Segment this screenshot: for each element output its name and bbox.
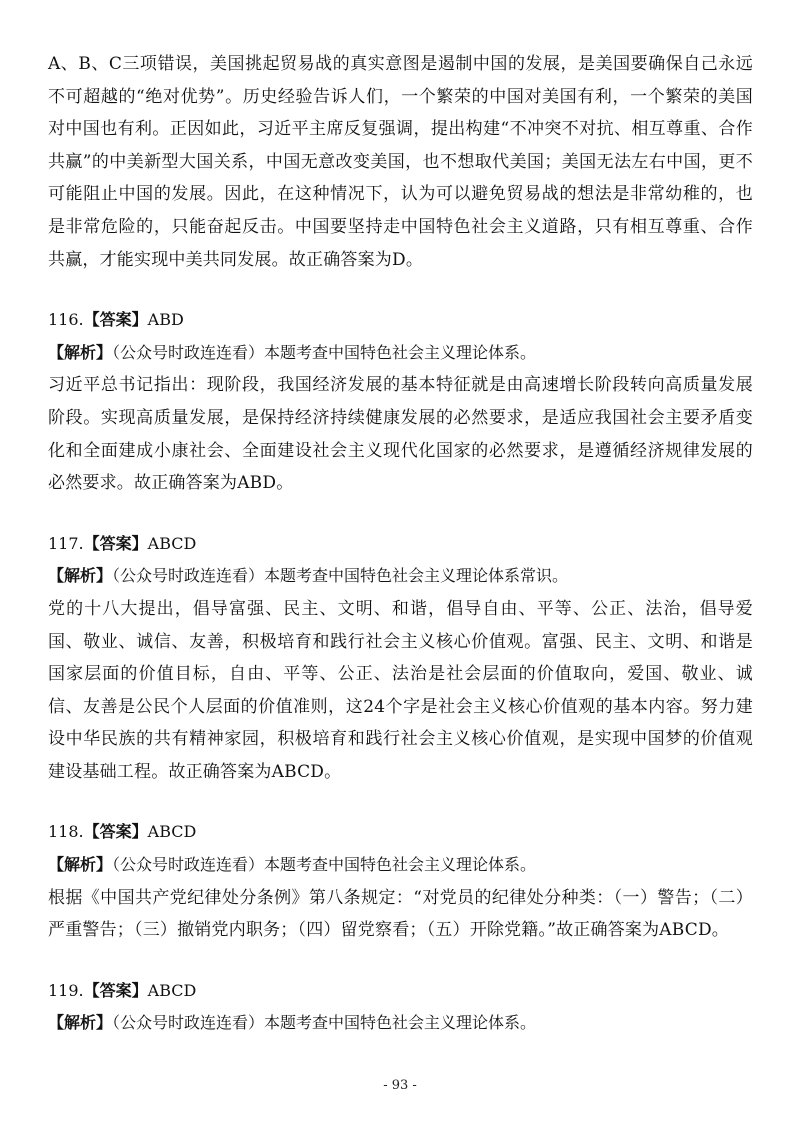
answer-line xyxy=(48,975,753,1008)
analysis-label: 【解析】 xyxy=(48,855,113,875)
analysis-label: 【解析】 xyxy=(48,566,113,586)
intro-paragraph: A、B、C三项错误，美国挑起贸易战的真实意图是遏制中国的发展，是美国要确保自己永远不可超越的“绝对优势”。历史经验告诉人们，一个繁荣的中国对美国有利，一个繁荣的美国对中国也有利。正因如此，习近平主席反复强调，提出构建“不冲突不对抗、相互尊重、合作共赢”的中美新型大国关系，中国无意改变美国，也不想取代美国；美国无法左右中国，更不可能阻止中国的发展。因此，在这种情况下，认为可以避免贸易战的想法是非常幼稚的，也是非常危险的，只能奋起反击。中国要坚持走中国特色社会主义道路，只有相互尊重、合作共赢，才能实现中美共同发展。故正确答案为D。 xyxy=(48,54,753,270)
document-page xyxy=(48,48,753,1040)
question-number: 118. xyxy=(48,822,84,842)
analysis-line xyxy=(48,560,753,593)
analysis-text: （公众号时政连连看）本题考查中国特色社会主义理论体系常识。 xyxy=(112,566,569,586)
analysis-text: （公众号时政连连看）本题考查中国特色社会主义理论体系。 xyxy=(112,855,537,875)
question-number: 116. xyxy=(48,310,84,330)
answer-value: ABCD xyxy=(147,980,197,1000)
question-117 xyxy=(48,528,753,789)
analysis-text: （公众号时政连连看）本题考查中国特色社会主义理论体系。 xyxy=(112,342,537,362)
analysis-text: （公众号时政连连看）本题考查中国特色社会主义理论体系。 xyxy=(112,1013,537,1033)
analysis-line xyxy=(48,1007,753,1040)
explanation-paragraph: 根据《中国共产党纪律处分条例》第八条规定：“对党员的纪律处分种类：（一）警告；（二）严重警告；（三）撤销党内职务；（四）留党察看；（五）开除党籍。”故正确答案为ABCD。 xyxy=(48,887,753,941)
answer-value: ABD xyxy=(147,310,184,330)
analysis-label: 【解析】 xyxy=(48,342,113,362)
answer-value: ABCD xyxy=(147,533,197,553)
question-number: 119. xyxy=(48,980,84,1000)
answer-label: 【答案】 xyxy=(83,822,148,842)
answer-line xyxy=(48,816,753,849)
explanation-paragraph: 党的十八大提出，倡导富强、民主、文明、和谐，倡导自由、平等、公正、法治，倡导爱国、敬业、诚信、友善，积极培育和践行社会主义核心价值观。富强、民主、文明、和谐是国家层面的价值目标，自由、平等、公正、法治是社会层面的价值取向，爱国、敬业、诚信、友善是公民个人层面的价值准则，这24个字是社会主义核心价值观的基本内容。努力建设中华民族的共有精神家园，积极培育和践行社会主义核心价值观，是实现中国梦的价值观建设基础工程。故正确答案为ABCD。 xyxy=(48,598,753,782)
answer-value: ABCD xyxy=(147,822,197,842)
answer-line xyxy=(48,304,753,337)
analysis-line xyxy=(48,849,753,882)
answer-label: 【答案】 xyxy=(83,533,148,553)
question-116 xyxy=(48,304,753,500)
question-number: 117. xyxy=(48,533,84,553)
answer-label: 【答案】 xyxy=(83,310,148,330)
explanation-paragraph: 习近平总书记指出：现阶段，我国经济发展的基本特征就是由高速增长阶段转向高质量发展阶段。实现高质量发展，是保持经济持续健康发展的必然要求，是适应我国社会主要矛盾变化和全面建成小康社会、全面建设社会主义现代化国家的必然要求，是遵循经济规律发展的必然要求。故正确答案为ABD。 xyxy=(48,375,753,494)
question-119 xyxy=(48,975,753,1040)
analysis-label: 【解析】 xyxy=(48,1013,113,1033)
answer-label: 【答案】 xyxy=(83,980,148,1000)
intro-section xyxy=(48,48,753,276)
analysis-line xyxy=(48,337,753,370)
page-number: - 93 - xyxy=(383,1078,417,1093)
question-118 xyxy=(48,816,753,946)
answer-line xyxy=(48,528,753,561)
